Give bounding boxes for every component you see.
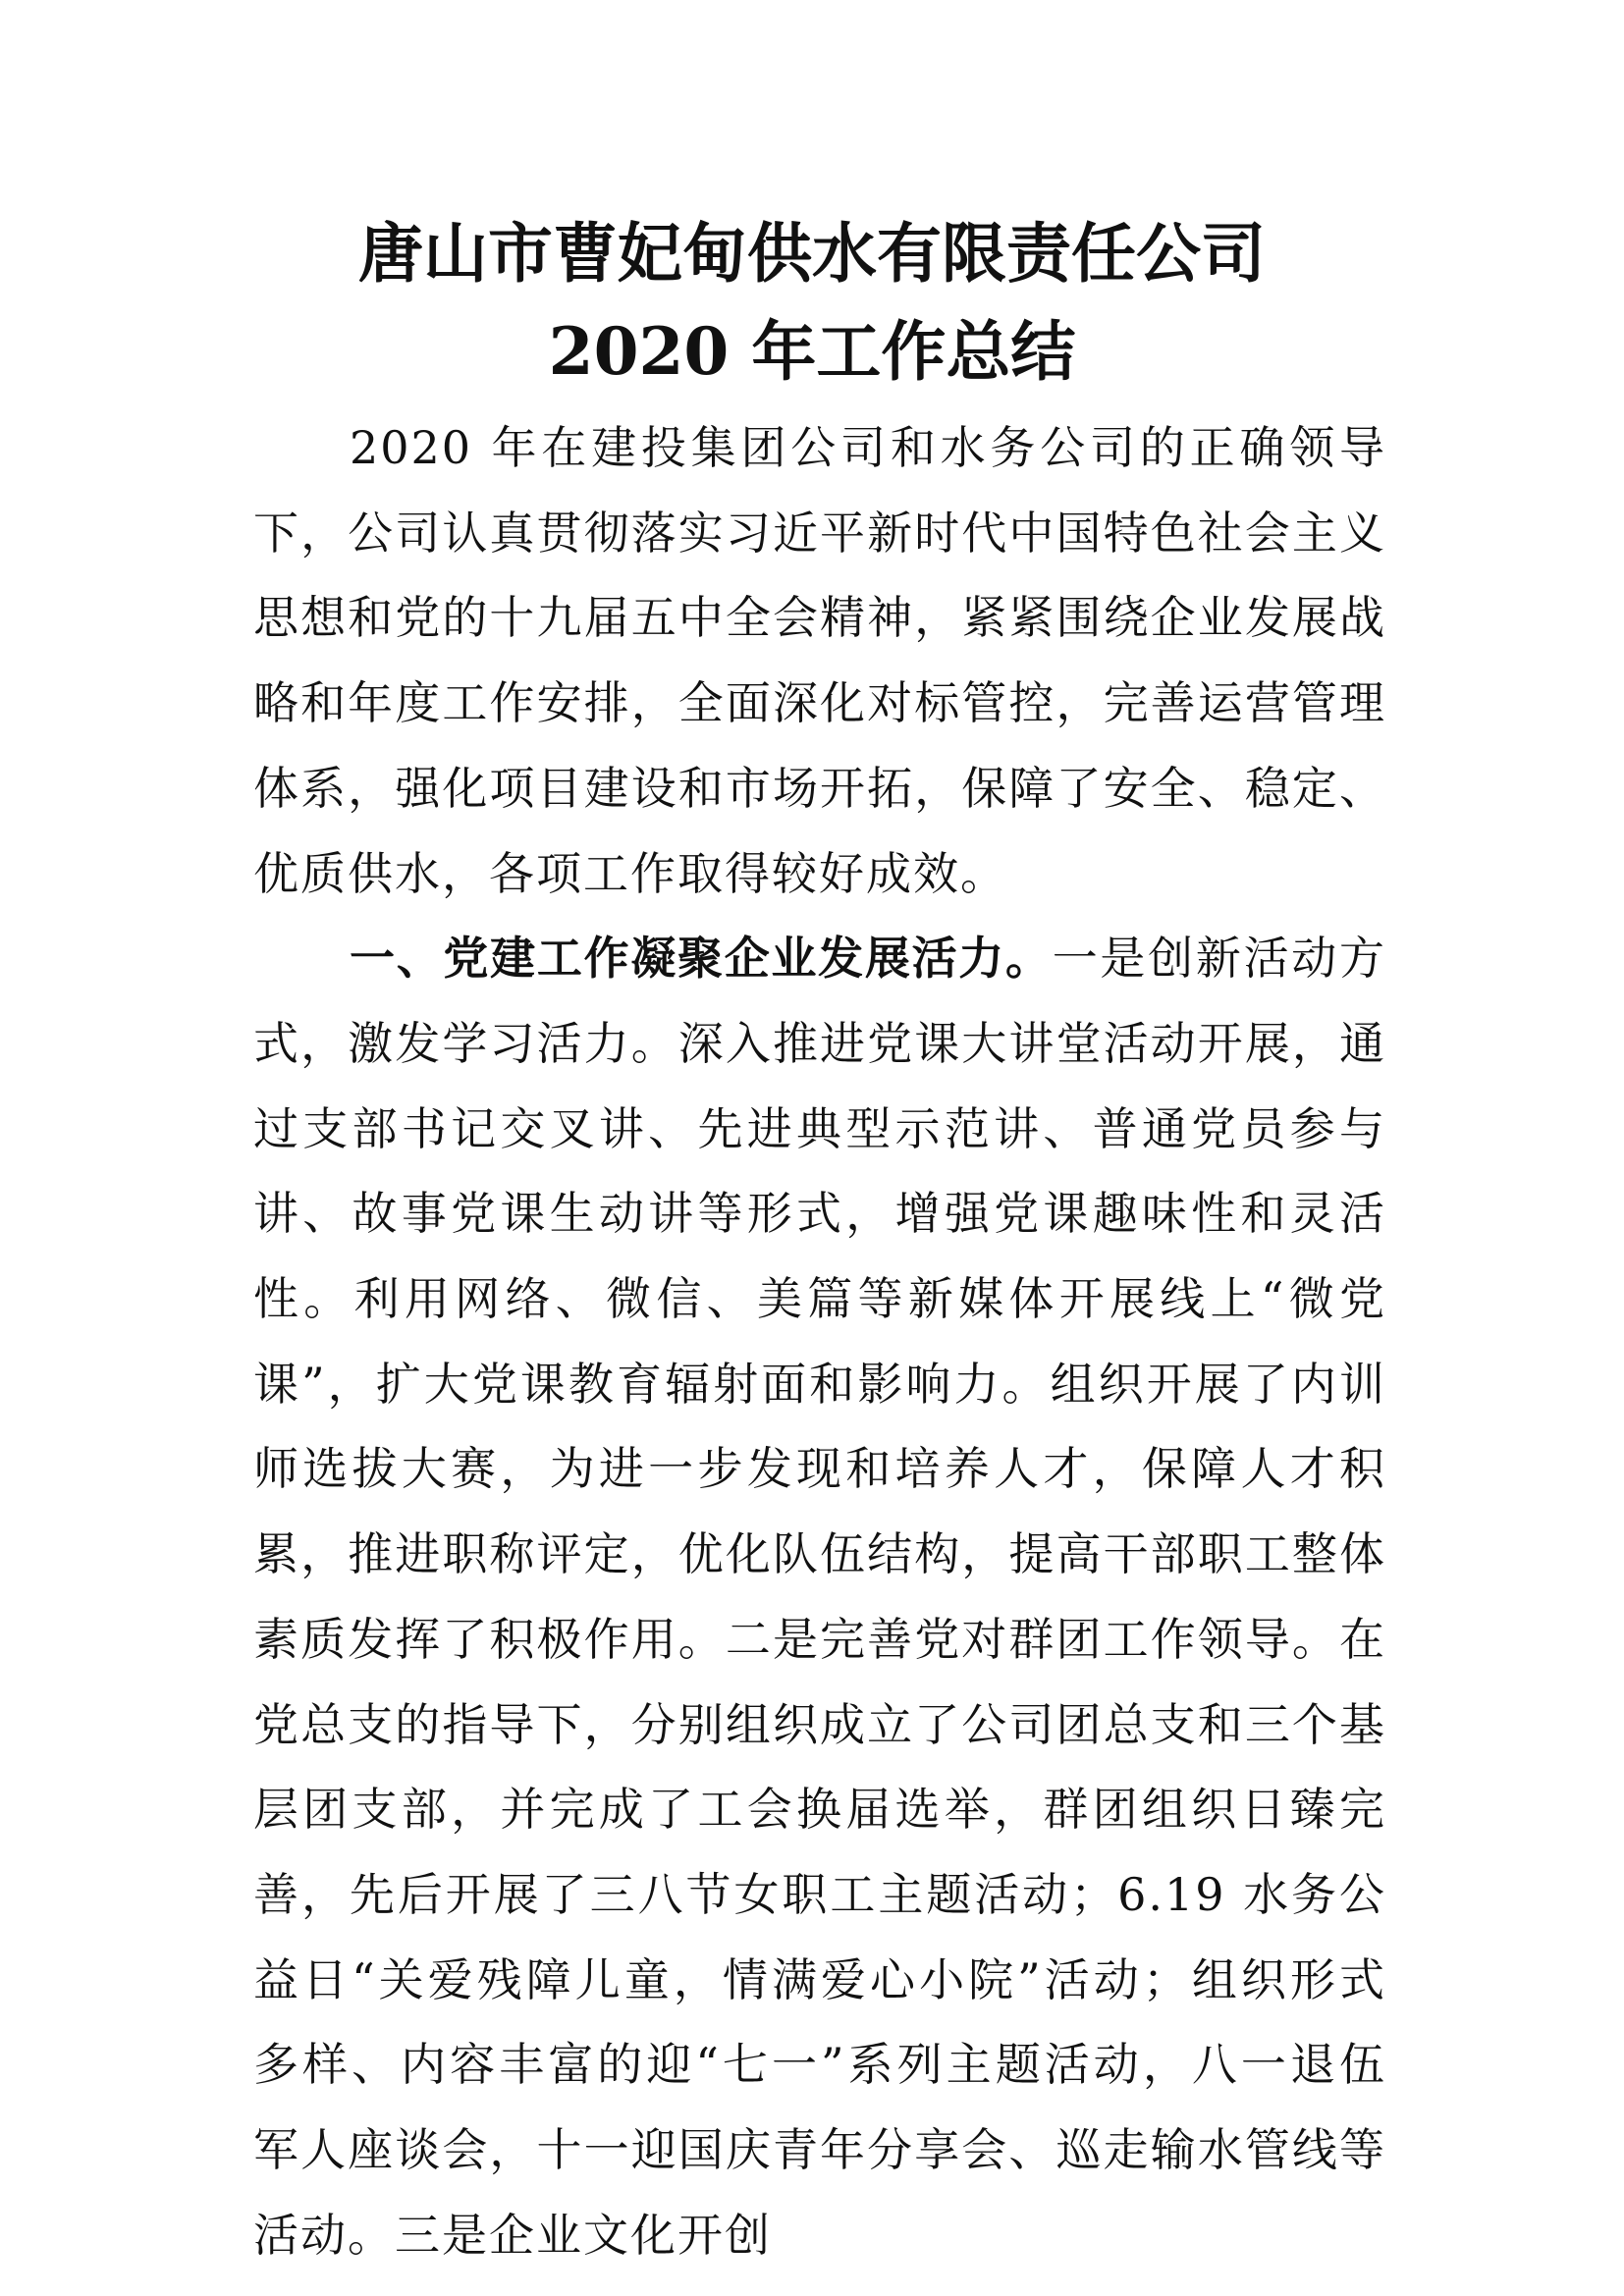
document-subtitle: 2020 年工作总结 (548, 313, 1076, 390)
document-body (253, 405, 1386, 2277)
section-1-heading: 一、党建工作凝聚企业发展活力。 (350, 932, 1053, 986)
section-1-paragraph (253, 916, 1386, 2277)
document-title: 唐山市曹妃甸供水有限责任公司 (358, 215, 1266, 292)
section-1-body: 一是创新活动方式，激发学习活力。深入推进党课大讲堂活动开展，通过支部书记交叉讲、先进典型示范讲、普通党员参与讲、故事党课生动讲等形式，增强党课趣味性和灵活性。利用网络、微信、美篇等新媒体开展线上“微党课”，扩大党课教育辐射面和影响力。组织开展了内训师选拔大赛，为进一步发现和培养人才，保障人才积累，推进职称评定，优化队伍结构，提高干部职工整体素质发挥了积极作用。二是完善党对群团工作领导。在党总支的指导下，分别组织成立了公司团总支和三个基层团支部，并完成了工会换届选举，群团组织日臻完善，先后开展了三八节女职工主题活动；6.19 水务公益日“关爱残障儿童，情满爱心小院”活动；组织形式多样、内容丰富的迎“七一”系列主题活动，八一退伍军人座谈会，十一迎国庆青年分享会、巡走输水管线等活动。三是企业文化开创 (253, 932, 1387, 2262)
intro-paragraph: 2020 年在建投集团公司和水务公司的正确领导下，公司认真贯彻落实习近平新时代中国特色社会主义思想和党的十九届五中全会精神，紧紧围绕企业发展战略和年度工作安排，全面深化对标管控，完善运营管理体系，强化项目建设和市场开拓，保障了安全、稳定、优质供水，各项工作取得较好成效。 (253, 421, 1386, 900)
